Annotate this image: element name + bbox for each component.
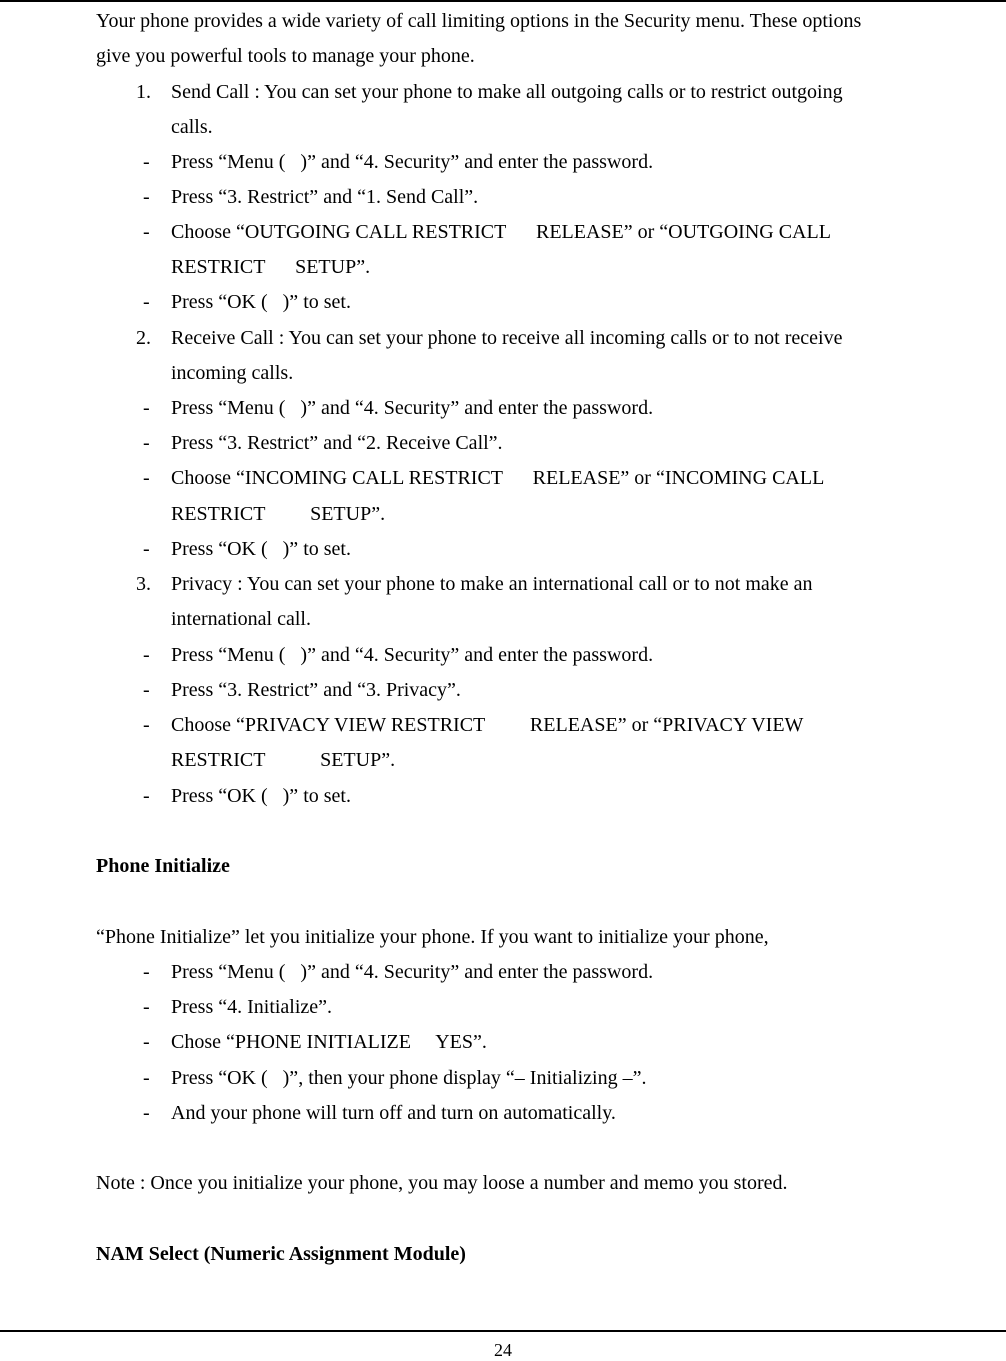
receive-call-step-3-cont: RESTRICT SETUP”. — [171, 503, 386, 525]
bullet-dash: - — [143, 1102, 150, 1124]
receive-call-number: 2. — [136, 327, 151, 349]
bullet-dash: - — [143, 151, 150, 173]
privacy-step-3: Choose “PRIVACY VIEW RESTRICT RELEASE” or “PRIVACY VIEW — [171, 714, 804, 736]
initialize-step-1: Press “Menu ( )” and “4. Security” and enter the password. — [171, 961, 654, 983]
receive-call-step-1: Press “Menu ( )” and “4. Security” and enter the password. — [171, 397, 654, 419]
intro-line-2: give you powerful tools to manage your phone. — [96, 45, 475, 67]
send-call-number: 1. — [136, 81, 151, 103]
bullet-dash: - — [143, 1067, 150, 1089]
send-call-step-1: Press “Menu ( )” and “4. Security” and enter the password. — [171, 151, 654, 173]
top-rule — [0, 0, 1006, 2]
bullet-dash: - — [143, 467, 150, 489]
phone-initialize-heading: Phone Initialize — [96, 855, 230, 877]
bullet-dash: - — [143, 538, 150, 560]
bullet-dash: - — [143, 397, 150, 419]
bullet-dash: - — [143, 291, 150, 313]
bullet-dash: - — [143, 432, 150, 454]
privacy-step-2: Press “3. Restrict” and “3. Privacy”. — [171, 679, 461, 701]
send-call-step-2: Press “3. Restrict” and “1. Send Call”. — [171, 186, 479, 208]
bullet-dash: - — [143, 714, 150, 736]
send-call-step-3: Choose “OUTGOING CALL RESTRICT RELEASE” or “OUTGOING CALL — [171, 221, 831, 243]
bullet-dash: - — [143, 785, 150, 807]
receive-call-step-2: Press “3. Restrict” and “2. Receive Call”. — [171, 432, 503, 454]
intro-line-1: Your phone provides a wide variety of call limiting options in the Security menu. These options — [96, 10, 862, 32]
privacy-number: 3. — [136, 573, 151, 595]
initialize-step-4: Press “OK ( )”, then your phone display “– Initializing –”. — [171, 1067, 647, 1089]
privacy-step-4: Press “OK ( )” to set. — [171, 785, 351, 807]
privacy-step-3-cont: RESTRICT SETUP”. — [171, 749, 396, 771]
bullet-dash: - — [143, 644, 150, 666]
initialize-step-3: Chose “PHONE INITIALIZE YES”. — [171, 1031, 487, 1053]
privacy-step-1: Press “Menu ( )” and “4. Security” and enter the password. — [171, 644, 654, 666]
send-call-text-cont: calls. — [171, 116, 213, 138]
receive-call-text: Receive Call : You can set your phone to receive all incoming calls or to not receive — [171, 327, 843, 349]
privacy-text: Privacy : You can set your phone to make an international call or to not make an — [171, 573, 813, 595]
bullet-dash: - — [143, 996, 150, 1018]
initialize-step-2: Press “4. Initialize”. — [171, 996, 333, 1018]
receive-call-step-4: Press “OK ( )” to set. — [171, 538, 351, 560]
privacy-text-cont: international call. — [171, 608, 311, 630]
nam-select-heading: NAM Select (Numeric Assignment Module) — [96, 1243, 466, 1265]
phone-initialize-intro: “Phone Initialize” let you initialize your phone. If you want to initialize your phone, — [96, 926, 769, 948]
bottom-rule — [0, 1330, 1006, 1332]
bullet-dash: - — [143, 221, 150, 243]
bullet-dash: - — [143, 961, 150, 983]
send-call-text: Send Call : You can set your phone to make all outgoing calls or to restrict outgoing — [171, 81, 843, 103]
send-call-step-4: Press “OK ( )” to set. — [171, 291, 351, 313]
bullet-dash: - — [143, 186, 150, 208]
receive-call-step-3: Choose “INCOMING CALL RESTRICT RELEASE” or “INCOMING CALL — [171, 467, 825, 489]
bullet-dash: - — [143, 1031, 150, 1053]
initialize-step-5: And your phone will turn off and turn on automatically. — [171, 1102, 616, 1124]
initialize-note: Note : Once you initialize your phone, you may loose a number and memo you stored. — [96, 1172, 788, 1194]
send-call-step-3-cont: RESTRICT SETUP”. — [171, 256, 371, 278]
bullet-dash: - — [143, 679, 150, 701]
page-number: 24 — [494, 1340, 512, 1360]
receive-call-text-cont: incoming calls. — [171, 362, 294, 384]
